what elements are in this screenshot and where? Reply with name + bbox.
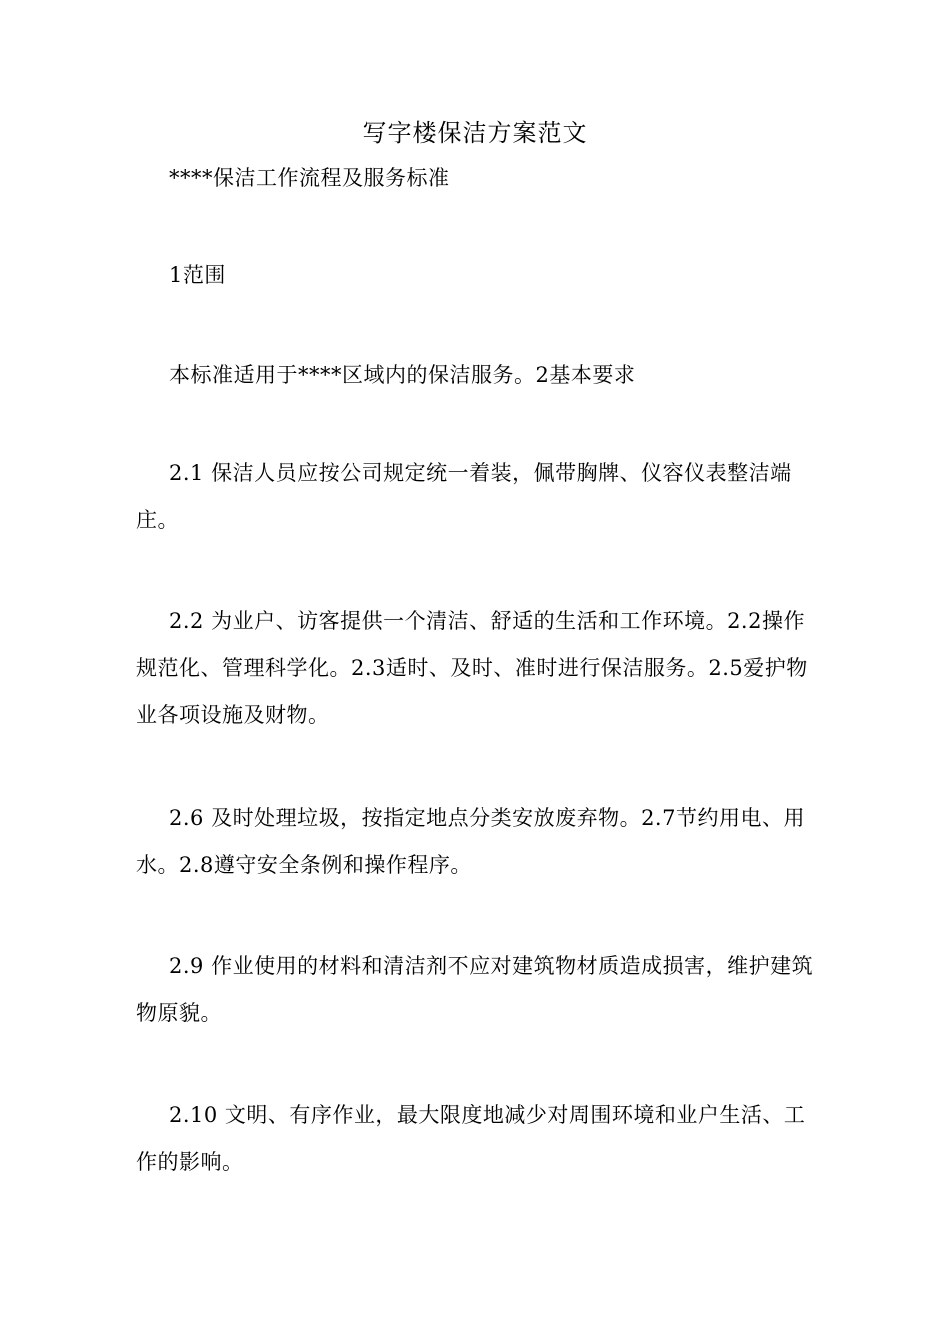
paragraph-scope-heading: 1范围	[169, 263, 226, 287]
paragraph-2-1: 2.1 保洁人员应按公司规定统一着装，佩带胸牌、仪容仪表整洁端庄。	[136, 461, 792, 532]
paragraph-scope-text: 本标准适用于****区域内的保洁服务。2基本要求	[169, 363, 636, 387]
paragraph-2-6: 2.6 及时处理垃圾，按指定地点分类安放废弃物。2.7节约用电、用水。2.8遵守安全条例和操作程序。	[136, 806, 805, 877]
document-title: 写字楼保洁方案范文	[362, 119, 588, 147]
paragraph-2-10: 2.10 文明、有序作业，最大限度地减少对周围环境和业户生活、工作的影响。	[136, 1103, 806, 1174]
paragraph-2-9: 2.9 作业使用的材料和清洁剂不应对建筑物材质造成损害，维护建筑物原貌。	[136, 954, 814, 1025]
paragraph-2-2: 2.2 为业户、访客提供一个清洁、舒适的生活和工作环境。2.2操作规范化、管理科学化。2.3适时、及时、准时进行保洁服务。2.5爱护物业各项设施及财物。	[136, 609, 808, 727]
paragraph-subtitle: ****保洁工作流程及服务标准	[169, 166, 450, 190]
